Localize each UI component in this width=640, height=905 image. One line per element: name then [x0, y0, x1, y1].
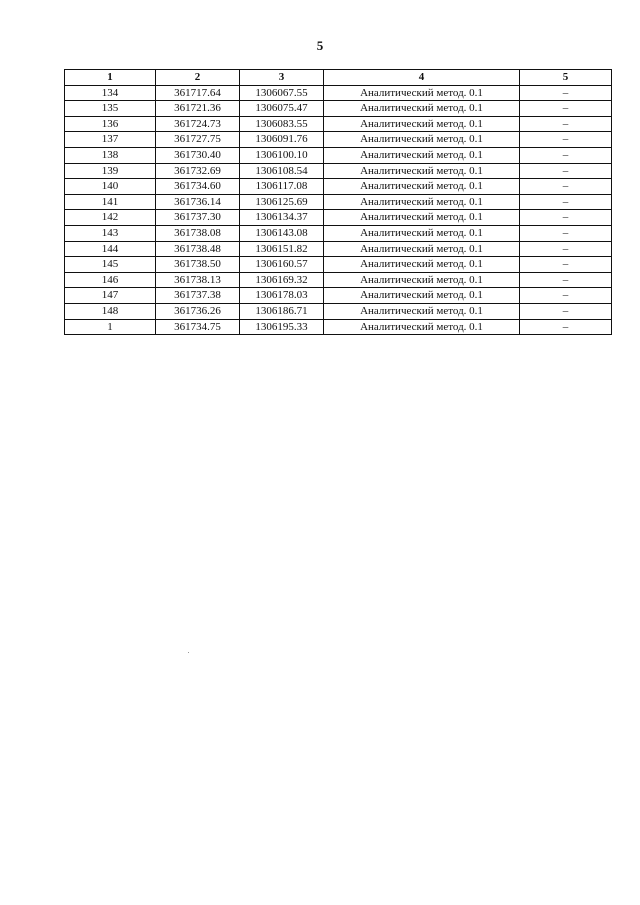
x-coordinate-cell: 361738.50: [156, 257, 240, 273]
y-coordinate-cell: 1306186.71: [240, 303, 324, 319]
point-number-cell: 137: [65, 132, 156, 148]
table-header: [65, 70, 612, 86]
x-coordinate-cell: 361734.75: [156, 319, 240, 335]
header-cell-5: 5: [520, 70, 612, 86]
table-row: [65, 147, 612, 163]
table-row: [65, 194, 612, 210]
y-coordinate-cell: 1306178.03: [240, 288, 324, 304]
point-number-cell: 141: [65, 194, 156, 210]
y-coordinate-cell: 1306151.82: [240, 241, 324, 257]
table-row: [65, 210, 612, 226]
method-cell: Аналитический метод. 0.1: [324, 85, 520, 101]
method-cell: Аналитический метод. 0.1: [324, 288, 520, 304]
point-number-cell: 144: [65, 241, 156, 257]
table-row: [65, 163, 612, 179]
table-row: [65, 116, 612, 132]
method-cell: Аналитический метод. 0.1: [324, 303, 520, 319]
method-cell: Аналитический метод. 0.1: [324, 194, 520, 210]
y-coordinate-cell: 1306169.32: [240, 272, 324, 288]
note-cell: –: [520, 163, 612, 179]
method-cell: Аналитический метод. 0.1: [324, 132, 520, 148]
y-coordinate-cell: 1306117.08: [240, 179, 324, 195]
method-cell: Аналитический метод. 0.1: [324, 257, 520, 273]
header-row: [65, 70, 612, 86]
y-coordinate-cell: 1306100.10: [240, 147, 324, 163]
point-number-cell: 146: [65, 272, 156, 288]
y-coordinate-cell: 1306160.57: [240, 257, 324, 273]
table-row: [65, 303, 612, 319]
x-coordinate-cell: 361738.48: [156, 241, 240, 257]
note-cell: –: [520, 225, 612, 241]
x-coordinate-cell: 361734.60: [156, 179, 240, 195]
table-row: [65, 132, 612, 148]
x-coordinate-cell: 361730.40: [156, 147, 240, 163]
method-cell: Аналитический метод. 0.1: [324, 210, 520, 226]
note-cell: –: [520, 147, 612, 163]
note-cell: –: [520, 288, 612, 304]
point-number-cell: 135: [65, 101, 156, 117]
point-number-cell: 136: [65, 116, 156, 132]
point-number-cell: 140: [65, 179, 156, 195]
header-cell-2: 2: [156, 70, 240, 86]
y-coordinate-cell: 1306083.55: [240, 116, 324, 132]
y-coordinate-cell: 1306067.55: [240, 85, 324, 101]
coordinates-table: [64, 69, 612, 335]
x-coordinate-cell: 361736.14: [156, 194, 240, 210]
x-coordinate-cell: 361727.75: [156, 132, 240, 148]
y-coordinate-cell: 1306075.47: [240, 101, 324, 117]
table-row: [65, 101, 612, 117]
x-coordinate-cell: 361737.38: [156, 288, 240, 304]
point-number-cell: 1: [65, 319, 156, 335]
x-coordinate-cell: 361738.13: [156, 272, 240, 288]
x-coordinate-cell: 361724.73: [156, 116, 240, 132]
note-cell: –: [520, 241, 612, 257]
point-number-cell: 147: [65, 288, 156, 304]
x-coordinate-cell: 361738.08: [156, 225, 240, 241]
point-number-cell: 134: [65, 85, 156, 101]
x-coordinate-cell: 361717.64: [156, 85, 240, 101]
point-number-cell: 143: [65, 225, 156, 241]
y-coordinate-cell: 1306091.76: [240, 132, 324, 148]
point-number-cell: 148: [65, 303, 156, 319]
note-cell: –: [520, 194, 612, 210]
header-cell-1: 1: [65, 70, 156, 86]
note-cell: –: [520, 319, 612, 335]
y-coordinate-cell: 1306125.69: [240, 194, 324, 210]
table-body: [65, 85, 612, 335]
note-cell: –: [520, 85, 612, 101]
note-cell: –: [520, 179, 612, 195]
scan-speck: [188, 652, 189, 653]
method-cell: Аналитический метод. 0.1: [324, 272, 520, 288]
note-cell: –: [520, 210, 612, 226]
method-cell: Аналитический метод. 0.1: [324, 147, 520, 163]
y-coordinate-cell: 1306108.54: [240, 163, 324, 179]
note-cell: –: [520, 272, 612, 288]
note-cell: –: [520, 257, 612, 273]
y-coordinate-cell: 1306134.37: [240, 210, 324, 226]
table-row: [65, 272, 612, 288]
note-cell: –: [520, 132, 612, 148]
method-cell: Аналитический метод. 0.1: [324, 101, 520, 117]
header-cell-4: 4: [324, 70, 520, 86]
x-coordinate-cell: 361732.69: [156, 163, 240, 179]
table-row: [65, 319, 612, 335]
method-cell: Аналитический метод. 0.1: [324, 241, 520, 257]
method-cell: Аналитический метод. 0.1: [324, 225, 520, 241]
table-row: [65, 241, 612, 257]
point-number-cell: 138: [65, 147, 156, 163]
point-number-cell: 139: [65, 163, 156, 179]
point-number-cell: 142: [65, 210, 156, 226]
note-cell: –: [520, 303, 612, 319]
x-coordinate-cell: 361721.36: [156, 101, 240, 117]
table-row: [65, 179, 612, 195]
y-coordinate-cell: 1306143.08: [240, 225, 324, 241]
note-cell: –: [520, 116, 612, 132]
table-row: [65, 257, 612, 273]
method-cell: Аналитический метод. 0.1: [324, 319, 520, 335]
header-cell-3: 3: [240, 70, 324, 86]
x-coordinate-cell: 361737.30: [156, 210, 240, 226]
page-number: 5: [316, 38, 324, 53]
table-row: [65, 85, 612, 101]
method-cell: Аналитический метод. 0.1: [324, 179, 520, 195]
point-number-cell: 145: [65, 257, 156, 273]
method-cell: Аналитический метод. 0.1: [324, 116, 520, 132]
table-row: [65, 225, 612, 241]
method-cell: Аналитический метод. 0.1: [324, 163, 520, 179]
table-row: [65, 288, 612, 304]
note-cell: –: [520, 101, 612, 117]
x-coordinate-cell: 361736.26: [156, 303, 240, 319]
y-coordinate-cell: 1306195.33: [240, 319, 324, 335]
